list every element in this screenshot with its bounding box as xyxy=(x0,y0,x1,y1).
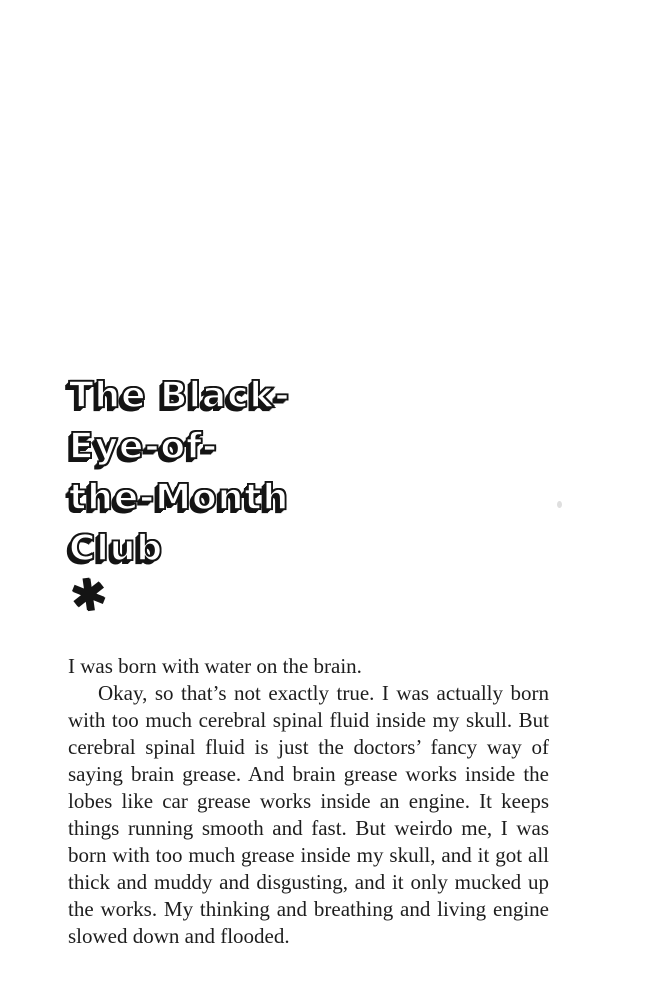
chapter-title-line-4: Club xyxy=(69,528,164,569)
chapter-title-line-1: The Black- xyxy=(69,375,291,416)
paragraph-2: Okay, so that’s not exactly true. I was actually born with too much cerebral spinal fluid inside my skull. But cerebral spinal fluid is just the doctors’ fancy way of saying brain grease. And brain grease works inside the lobes like car grease works inside an engine. It keeps things running smooth and fast. But weirdo me, I was born with too much grease inside my skull, and it got all thick and muddy and disgusting, and it only mucked up the works. My thinking and breathing and living engine slowed down and flooded. xyxy=(68,681,549,948)
paragraph-1: I was born with water on the brain. xyxy=(68,654,362,678)
chapter-title-line-3: the-Month xyxy=(69,477,290,518)
chapter-title-line-2: Eye-of- xyxy=(69,426,219,467)
chapter-title xyxy=(69,370,290,574)
asterisk-ornament-icon: ✱ xyxy=(66,567,111,624)
chapter-body xyxy=(68,653,549,950)
scan-artifact-speck xyxy=(557,501,562,508)
